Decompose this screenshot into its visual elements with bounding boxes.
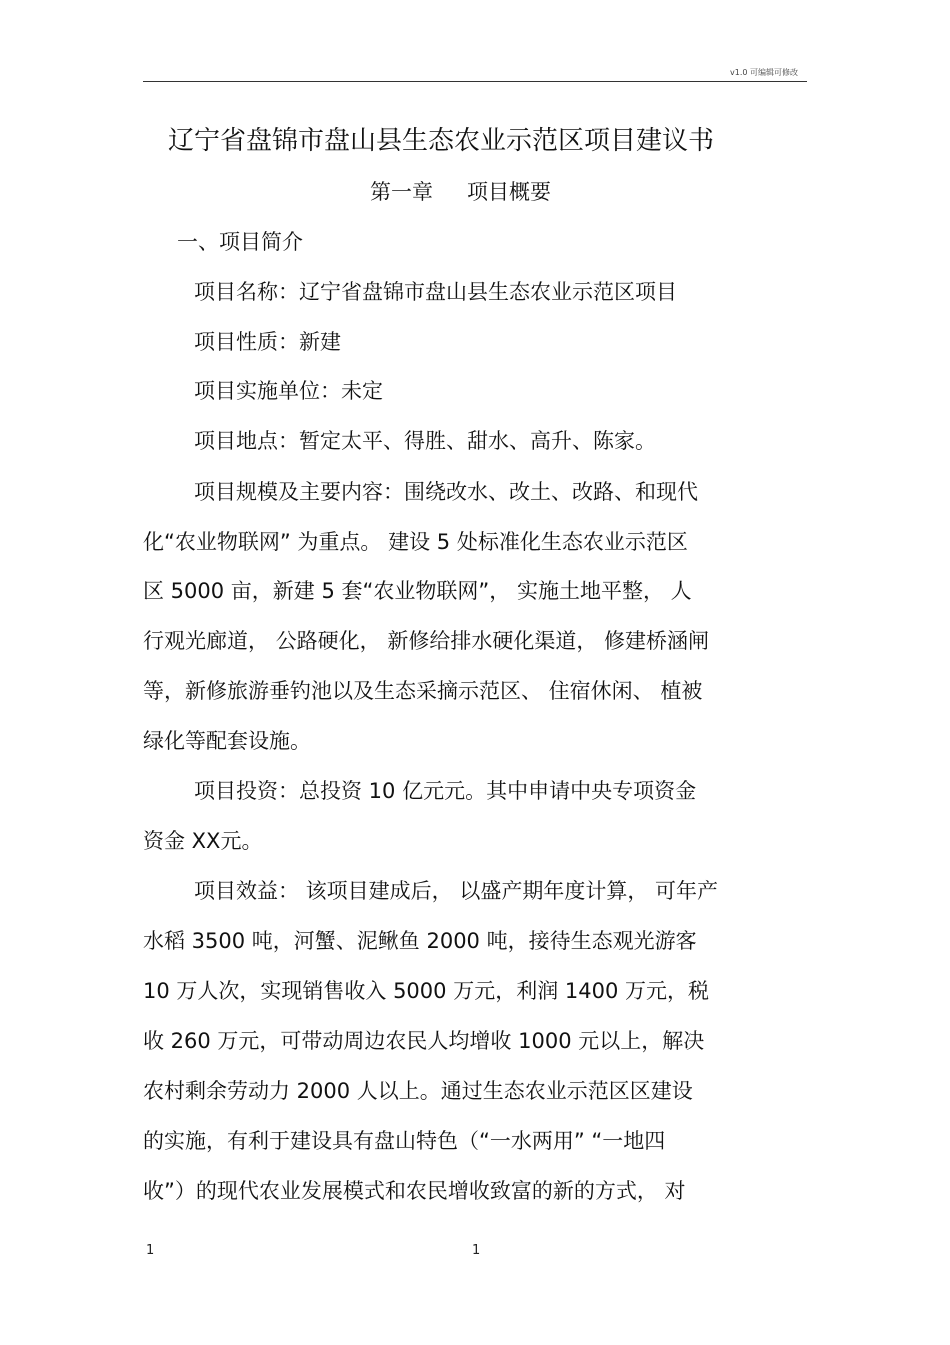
project-benefit-line-1: 项目效益： 该项目建成后， 以盛产期年度计算， 可年产	[194, 879, 719, 903]
footer-page-number-left: 1	[146, 1243, 155, 1258]
project-investment-line-2: 资金 XX元。	[143, 829, 263, 853]
project-benefit-line-7: 收”）的现代农业发展模式和农民增收致富的新的方式， 对	[143, 1179, 686, 1203]
project-investment-line-1: 项目投资：总投资 10 亿元元。其中申请中央专项资金	[194, 779, 697, 803]
chapter-title: 项目概要	[467, 180, 551, 204]
chapter-label: 第一章	[370, 180, 433, 204]
project-benefit-line-2: 水稻 3500 吨，河蟹、泥鳅鱼 2000 吨，接待生态观光游客	[143, 929, 697, 953]
footer-page-number-center: 1	[472, 1243, 481, 1258]
section-heading: 一、项目简介	[177, 230, 303, 254]
project-location-line: 项目地点：暂定太平、得胜、甜水、高升、陈家。	[194, 429, 656, 453]
project-name-line: 项目名称：辽宁省盘锦市盘山县生态农业示范区项目	[194, 280, 677, 304]
project-nature-line: 项目性质：新建	[194, 330, 341, 354]
project-scale-line-2: 化“农业物联网” 为重点。 建设 5 处标准化生态农业示范区	[143, 530, 688, 554]
header-rule	[143, 81, 807, 82]
project-benefit-line-5: 农村剩余劳动力 2000 人以上。通过生态农业示范区区建设	[143, 1079, 693, 1103]
project-benefit-line-3: 10 万人次，实现销售收入 5000 万元，利润 1400 万元，税	[143, 979, 709, 1003]
project-scale-line-4: 行观光廊道， 公路硬化， 新修给排水硬化渠道， 修建桥涵闸	[143, 629, 710, 653]
project-benefit-line-4: 收 260 万元，可带动周边农民人均增收 1000 元以上，解决	[143, 1029, 705, 1053]
project-scale-line-5: 等，新修旅游垂钓池以及生态采摘示范区、 住宿休闲、 植被	[143, 679, 703, 703]
document-title: 辽宁省盘锦市盘山县生态农业示范区项目建议书	[168, 126, 715, 156]
chapter-heading	[370, 179, 551, 205]
project-scale-line-6: 绿化等配套设施。	[143, 729, 311, 753]
project-benefit-line-6: 的实施，有利于建设具有盘山特色（“一水两用” “一地四	[143, 1129, 666, 1153]
project-unit-line: 项目实施单位：未定	[194, 379, 383, 403]
header-note: v1.0 可编辑可修改	[730, 68, 798, 77]
project-scale-line-3: 区 5000 亩，新建 5 套“农业物联网”， 实施土地平整， 人	[143, 579, 692, 603]
project-scale-line-1: 项目规模及主要内容：围绕改水、改土、改路、和现代	[194, 480, 698, 504]
